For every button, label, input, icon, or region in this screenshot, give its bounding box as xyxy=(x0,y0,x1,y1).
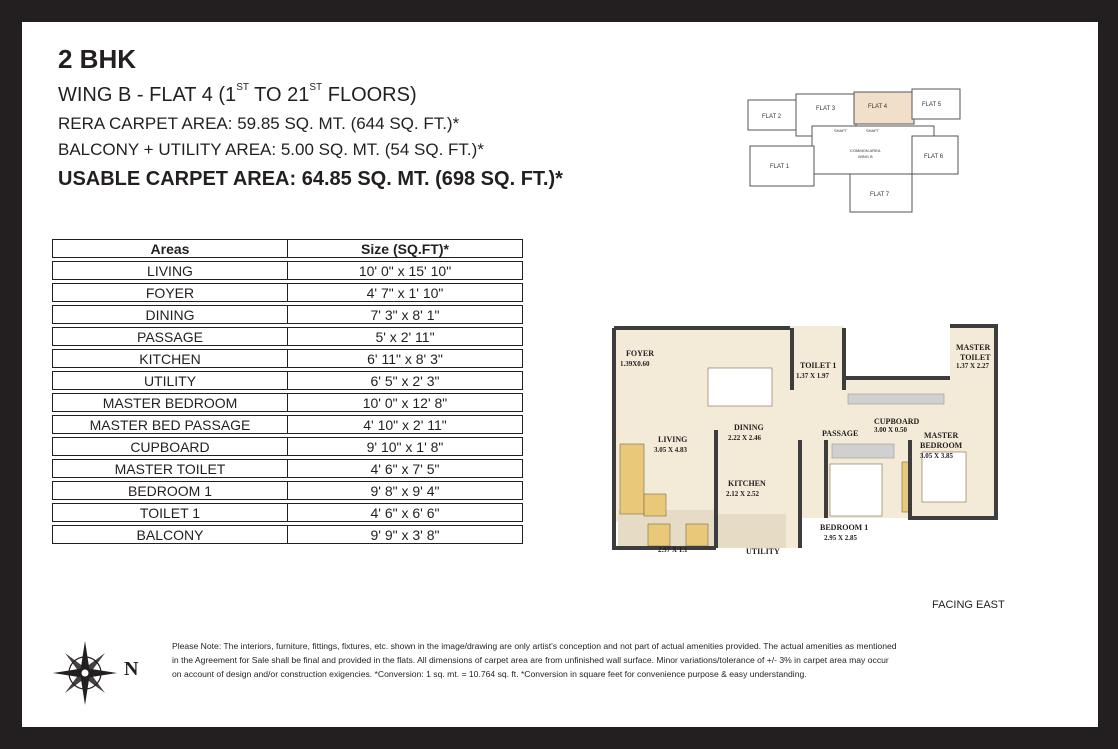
area-name-cell: UTILITY xyxy=(52,371,287,390)
bedroom1-dim: 2.95 X 2.85 xyxy=(824,534,858,542)
table-row xyxy=(52,371,523,390)
area-name-cell: TOILET 1 xyxy=(52,503,287,522)
key-plan-flat5-label: FLAT 5 xyxy=(922,102,942,108)
rera-carpet-area: RERA CARPET AREA: 59.85 SQ. MT. (644 SQ. FT.)* xyxy=(58,114,460,133)
master-bedroom-dim: 3.05 X 3.85 xyxy=(920,452,954,460)
key-plan-flat2-label: FLAT 2 xyxy=(762,114,782,120)
table-row xyxy=(52,503,523,522)
area-name-cell: MASTER BED PASSAGE xyxy=(52,415,287,434)
table-row xyxy=(52,349,523,368)
area-size-cell: 4' 10" x 2' 11" xyxy=(287,415,523,434)
area-size-table xyxy=(52,236,523,547)
toilet1-label: TOILET 1 xyxy=(800,361,837,370)
area-name-cell: LIVING xyxy=(52,261,287,280)
table-row xyxy=(52,459,523,478)
balcony-utility-area: BALCONY + UTILITY AREA: 5.00 SQ. MT. (54 SQ. FT.)* xyxy=(58,140,484,159)
table-row xyxy=(52,393,523,412)
wing-flat-line: WING B - FLAT 4 (1ST TO 21ST FLOORS) xyxy=(58,82,417,106)
area-name-cell: PASSAGE xyxy=(52,327,287,346)
column-header-size: Size (SQ.FT)* xyxy=(287,239,523,258)
area-size-cell: 10' 0" x 15' 10" xyxy=(287,261,523,280)
floor-plan xyxy=(610,318,1002,554)
facing-direction: FACING EAST xyxy=(932,599,1005,611)
key-plan-shaft-label-right: SHAFT xyxy=(866,128,880,133)
area-name-cell: BALCONY xyxy=(52,525,287,544)
foyer-label: FOYER xyxy=(626,349,654,358)
area-size-cell: 4' 6" x 7' 5" xyxy=(287,459,523,478)
passage-label: PASSAGE xyxy=(822,429,859,438)
disclaimer-note: Please Note: The interiors, furniture, fittings, fixtures, etc. shown in the image/drawing are only artist's conception and not part of actual amenities provided. The actual amenities as mentioned in the Agreement for Sale shall be final and provided in the flats. All dimensions of carpet area are from unfinished wall surface. Minor variations/tolerance of +/- 3% in carpet area may occur on account of design and/or construction exigencies. *Conversion: 1 sq. mt. = 10.764 sq. ft. *Conversion in square feet for convenience purpose & easy understanding. xyxy=(172,641,897,679)
kitchen-dim: 2.12 X 2.52 xyxy=(726,490,760,498)
foyer-dim: 1.39X0.60 xyxy=(620,360,650,368)
bedroom1-label: BEDROOM 1 xyxy=(820,523,869,532)
table-row xyxy=(52,283,523,302)
table-row xyxy=(52,327,523,346)
key-plan-flat3-label: FLAT 3 xyxy=(816,106,836,112)
key-plan-shaft-label-left: SHAFT xyxy=(834,128,848,133)
utility-label: UTILITY xyxy=(746,547,780,554)
cupboard-dim: 3.00 X 0.50 xyxy=(874,426,908,434)
table-row xyxy=(52,305,523,324)
area-name-cell: DINING xyxy=(52,305,287,324)
table-header-row xyxy=(52,239,523,258)
area-size-cell: 7' 3" x 8' 1" xyxy=(287,305,523,324)
master-toilet-dim: 1.37 X 2.27 xyxy=(956,362,990,370)
table-row xyxy=(52,261,523,280)
area-size-cell: 5' x 2' 11" xyxy=(287,327,523,346)
master-toilet-label-2: TOILET xyxy=(960,353,991,362)
key-plan-common-area-label: COMMON AREA xyxy=(850,148,881,153)
table-row xyxy=(52,437,523,456)
toilet1-dim: 1.37 X 1.97 xyxy=(796,372,830,380)
area-size-cell: 9' 9" x 3' 8" xyxy=(287,525,523,544)
area-name-cell: MASTER BEDROOM xyxy=(52,393,287,412)
key-plan-wing-label: WING B xyxy=(858,154,873,159)
area-size-cell: 6' 11" x 8' 3" xyxy=(287,349,523,368)
master-toilet-label-1: MASTER xyxy=(956,343,991,352)
area-size-cell: 10' 0" x 12' 8" xyxy=(287,393,523,412)
table-row xyxy=(52,525,523,544)
area-size-cell: 4' 6" x 6' 6" xyxy=(287,503,523,522)
key-plan-flat6-label: FLAT 6 xyxy=(924,154,944,160)
area-size-cell: 9' 10" x 1' 8" xyxy=(287,437,523,456)
table-row xyxy=(52,481,523,500)
area-size-cell: 9' 8" x 9' 4" xyxy=(287,481,523,500)
dining-dim: 2.22 X 2.46 xyxy=(728,434,762,442)
key-plan-flat7-label: FLAT 7 xyxy=(870,192,890,198)
area-name-cell: CUPBOARD xyxy=(52,437,287,456)
master-bedroom-label-1: MASTER xyxy=(924,431,959,440)
area-size-cell: 4' 7" x 1' 10" xyxy=(287,283,523,302)
living-dim: 3.05 X 4.83 xyxy=(654,446,688,454)
area-size-cell: 6' 5" x 2' 3" xyxy=(287,371,523,390)
area-name-cell: BEDROOM 1 xyxy=(52,481,287,500)
brochure-page xyxy=(22,22,1098,727)
usable-carpet-area: USABLE CARPET AREA: 64.85 SQ. MT. (698 SQ. FT.)* xyxy=(58,168,563,190)
master-bedroom-label-2: BEDROOM xyxy=(920,441,963,450)
living-label: LIVING xyxy=(658,435,688,444)
key-plan-flat1-label: FLAT 1 xyxy=(770,164,790,170)
north-label: N xyxy=(124,658,139,680)
cupboard-label: CUPBOARD xyxy=(874,417,920,426)
table-row xyxy=(52,415,523,434)
column-header-areas: Areas xyxy=(52,239,287,258)
dining-label: DINING xyxy=(734,423,764,432)
compass-icon xyxy=(52,640,118,706)
area-name-cell: KITCHEN xyxy=(52,349,287,368)
area-name-cell: FOYER xyxy=(52,283,287,302)
key-plan-flat4-label: FLAT 4 xyxy=(868,104,888,110)
key-plan xyxy=(746,86,964,216)
area-name-cell: MASTER TOILET xyxy=(52,459,287,478)
unit-type-title: 2 BHK xyxy=(58,44,137,74)
balcony-dim: 2.97 X 1.1 xyxy=(658,546,688,554)
kitchen-label: KITCHEN xyxy=(728,479,766,488)
